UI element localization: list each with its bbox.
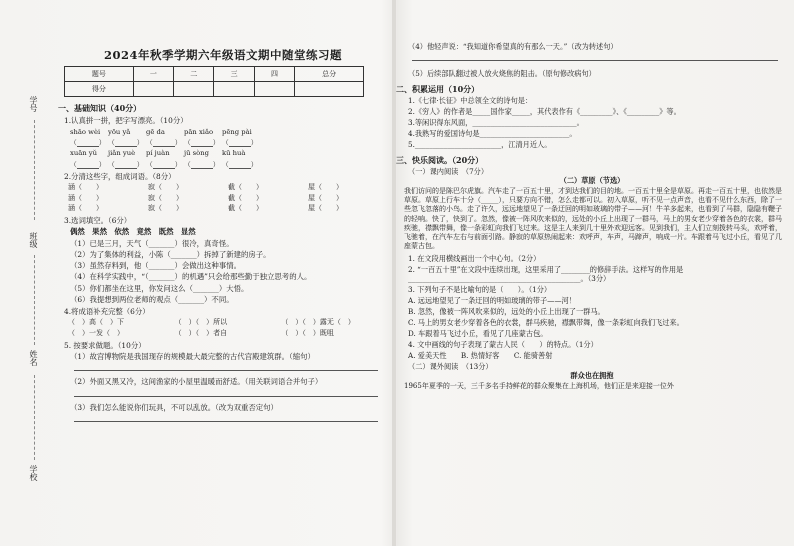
char-item: 寂（ ） <box>148 182 183 191</box>
option-item: B. 忽然，像被一阵风吹来似的，远处的小丘上出现了一群马。 <box>408 306 605 316</box>
char-item: 截（ ） <box>228 204 263 213</box>
score-cell: 总分 <box>295 67 364 82</box>
answer-blanks: （ ） （ ） （ ） （ ） （ ） <box>70 138 258 147</box>
section-1-title: 一、基础知识（40分） <box>58 103 142 114</box>
pinyin: pēng pài <box>222 127 252 136</box>
answer-blank[interactable] <box>153 138 175 147</box>
option-item: C. 马上的男女老少穿着各色的衣裳，群马疾驰，襟飘带舞，像一条彩虹向我们飞过来。 <box>408 317 684 327</box>
answer-blank[interactable] <box>153 160 175 169</box>
pinyin: jiǎn yuè <box>108 149 136 158</box>
reading-2-heading: （二）课外阅读 （13分） <box>408 361 493 371</box>
answer-blank[interactable] <box>77 138 99 147</box>
score-cell: 二 <box>174 67 214 82</box>
reading-question: 2. “一百五十里”在文段中连续出现，这里采用了________的修辞手法。这样写的作用是________________________________________________。（3分） <box>408 264 684 283</box>
answer-blank[interactable] <box>115 160 137 169</box>
task-item: （5）后续部队翻过被人放火烧焦的阻击。（原句修改病句） <box>408 69 596 78</box>
side-binding-strip <box>14 60 48 540</box>
fill-item: （2）为了集体的利益，小陈（_______）拆掉了新建的房子。 <box>70 249 271 259</box>
score-input[interactable] <box>174 82 214 97</box>
idiom-item: （ ）高（ ）下 <box>68 318 124 327</box>
accum-item: 1.《七律·长征》中总领全文的诗句是： <box>408 96 533 105</box>
char-item: 寂（ ） <box>148 193 183 202</box>
char-row <box>68 183 388 192</box>
accum-item: 5.________________________，江清月近人。 <box>408 140 552 149</box>
answer-blank[interactable] <box>191 138 213 147</box>
pinyin: pí juàn <box>146 149 170 158</box>
question-3: 3.选词填空。（6分） <box>64 216 132 226</box>
accum-item: 3.等闲识得东风面，_____________________________。 <box>408 118 584 127</box>
side-label-school: 学校 <box>29 465 38 481</box>
side-label-class: 班级 <box>29 232 38 248</box>
reading-question: 4. 文中画线的句子表现了蒙古人民（ ）的特点。（1分） <box>408 339 598 349</box>
char-item: 截（ ） <box>228 182 263 191</box>
score-input[interactable] <box>133 82 173 97</box>
answer-blank[interactable] <box>115 138 137 147</box>
char-item: 屋（ ） <box>308 193 343 202</box>
section-3-title: 三、快乐阅读。（20分） <box>396 155 484 165</box>
reading-1-heading: （一）课内阅读 （7分） <box>408 167 489 176</box>
side-label-name: 姓名 <box>29 350 38 366</box>
task-item: （4）他轻声说：“我知道你希望真的有那么一天。”（改为转述句） <box>408 42 618 51</box>
pinyin: yōu yǎ <box>108 127 131 136</box>
idiom-item: （ ）（ ）所以 <box>174 318 228 327</box>
question-4: 4.将成语补充完整（6分） <box>64 307 150 317</box>
pinyin: gē da <box>146 127 165 136</box>
question-2: 2.分清这些字，组成词语。（8分） <box>64 171 176 181</box>
score-table <box>64 66 364 97</box>
score-input[interactable] <box>295 82 364 97</box>
idiom-row <box>68 318 388 327</box>
idiom-item: （ ）（ ）者自 <box>174 329 228 338</box>
answer-line[interactable] <box>74 395 378 397</box>
accum-item: 2.《穷人》的作者是_____国作家_____，其代表作有《_________》、《_________》等。 <box>408 107 681 116</box>
page-title: 2024年秋季学期六年级语文期中随堂练习题 <box>103 48 342 62</box>
idiom-item: （ ）（ ）露无（ ） <box>281 318 355 327</box>
fill-item: （4）在科学实践中，“（_______）的机遇”只会给那些勤于独立思考的人。 <box>70 272 312 282</box>
score-input[interactable] <box>254 82 294 97</box>
char-row <box>68 194 388 203</box>
accum-item: 4.我熟写的爱国诗句是_________________________。 <box>408 129 577 138</box>
score-cell: 题号 <box>65 67 134 82</box>
passage-title: （二）草原（节选） <box>559 176 625 185</box>
fill-item: （5）你们都坐在这里，你发问这么（_______）大悟。 <box>70 283 249 293</box>
reading-2-title: 群众也在拥抱 <box>570 370 614 380</box>
answer-line[interactable] <box>74 369 378 371</box>
fill-item: （6）我提想到两位老师的观点（_______）不同。 <box>70 294 234 304</box>
pinyin: xuān yǔ <box>70 149 98 158</box>
answer-line[interactable] <box>412 59 778 61</box>
char-item: 屋（ ） <box>308 182 343 191</box>
idiom-item: （ ）（ ）既咀 <box>281 329 334 338</box>
right-page <box>396 40 788 546</box>
pinyin: jū sòng <box>184 149 209 158</box>
char-item: 涵（ ） <box>68 204 103 213</box>
pinyin: shāo wèi <box>70 127 101 136</box>
task-item: （2）外面又黑又冷，这间渔家的小屋里温暖而舒适。（用关联词语合并句子） <box>70 377 323 387</box>
left-page <box>58 44 388 544</box>
reading-question: 3. 下列句子不是比喻句的是（ ）。（1分） <box>408 284 552 294</box>
pinyin-row <box>70 128 388 136</box>
pinyin: kū huà <box>222 149 246 158</box>
side-dashline <box>34 120 35 220</box>
answer-blanks: （ ） （ ） （ ） （ ） （ ） <box>70 160 258 169</box>
word-bank: 偶然 果然 依然 竟然 既然 显然 <box>70 227 196 237</box>
answer-blank[interactable] <box>229 160 251 169</box>
char-item: 涵（ ） <box>68 182 103 191</box>
score-cell: 一 <box>133 67 173 82</box>
answer-blank[interactable] <box>229 138 251 147</box>
score-cell: 三 <box>214 67 254 82</box>
task-item: （3）我们怎么能说你们玩具，不可以乱放。（改为双重否定句） <box>70 402 278 412</box>
side-label-student-id: 学号 <box>29 96 38 112</box>
char-item: 屋（ ） <box>308 204 343 213</box>
choice-list: A. 爱美天性 B. 热情好客 C. 能骑善射 <box>408 350 553 360</box>
answer-blank[interactable] <box>191 160 213 169</box>
score-cell: 得分 <box>65 82 134 97</box>
passage-text: 我们访问的是陈巴尔虎旗。汽车走了一百五十里，才到达我们的目的地。一百五十里全是草原。再走一百五十里，也依然是草原。草原上行车十分（_____），只要方向不错，怎么走都可以。初入草原，听不见一点声音，也看不见什么东西，除了一些忽飞忽落的小鸟。走了许久，远远地望见了一条迂回的明如玻璃的带子——河！牛羊多起来，也看到了马群，隐隐有鞭子的轻响。快了，快到了。忽然，像被一阵风吹来似的，远处的小丘上出现了一群马，马上的男女老少穿着各色的衣裳，群马疾驰，襟飘带舞，像一条彩虹向我们飞过来。这是主人来到几十里外欢迎远客。见到我们，主人们立刻拨转马头，欢呼着，飞驰着，在汽车左右与前面引路。静寂的草原热闹起来：欢呼声，车声，马蹄声，响成一片。车跟着马飞过小丘，看见了几座蒙古包。 <box>404 187 782 251</box>
option-item: D. 车跟着马飞过小丘，看见了几座蒙古包。 <box>408 328 548 338</box>
fill-item: （1）已是三月，天气（_______）很冷，真奇怪。 <box>70 238 234 248</box>
char-item: 涵（ ） <box>68 193 103 202</box>
char-item: 截（ ） <box>228 193 263 202</box>
answer-line[interactable] <box>74 420 378 422</box>
task-item: （1）故宫博物院是我国现存的规模最大最完整的古代宫殿建筑群。（缩句） <box>70 352 315 362</box>
char-item: 寂（ ） <box>148 204 183 213</box>
side-dashline <box>34 255 35 345</box>
section-2-title: 二、积累运用（10分） <box>396 84 480 94</box>
pinyin-row <box>70 149 388 157</box>
pinyin: pān xiǎo <box>184 127 214 136</box>
score-cell: 四 <box>254 67 294 82</box>
fill-item: （3）虽然存料到，他（_______）会做出这种事情。 <box>70 261 241 271</box>
char-row <box>68 204 388 213</box>
answer-blank[interactable] <box>77 160 99 169</box>
question-5: 5. 按要求做题。（10分） <box>64 340 146 350</box>
score-input[interactable] <box>214 82 254 97</box>
reading-2-text: 1965年夏季的一天，三千多名手持鲜花的群众聚集在上海机场，他们正是来迎接一位外 <box>404 381 674 390</box>
question-1: 1.认真拼一拼，把字写漂亮。（10分） <box>64 116 188 126</box>
idiom-row <box>68 329 388 338</box>
side-dashline <box>34 375 35 460</box>
reading-question: 1. 在文段用横线画出一个中心句。（2分） <box>408 253 541 263</box>
idiom-item: （ ）一发（ ） <box>68 329 124 338</box>
option-item: A. 远远地望见了一条迂回的明如玻璃的带子——河！ <box>408 295 576 305</box>
